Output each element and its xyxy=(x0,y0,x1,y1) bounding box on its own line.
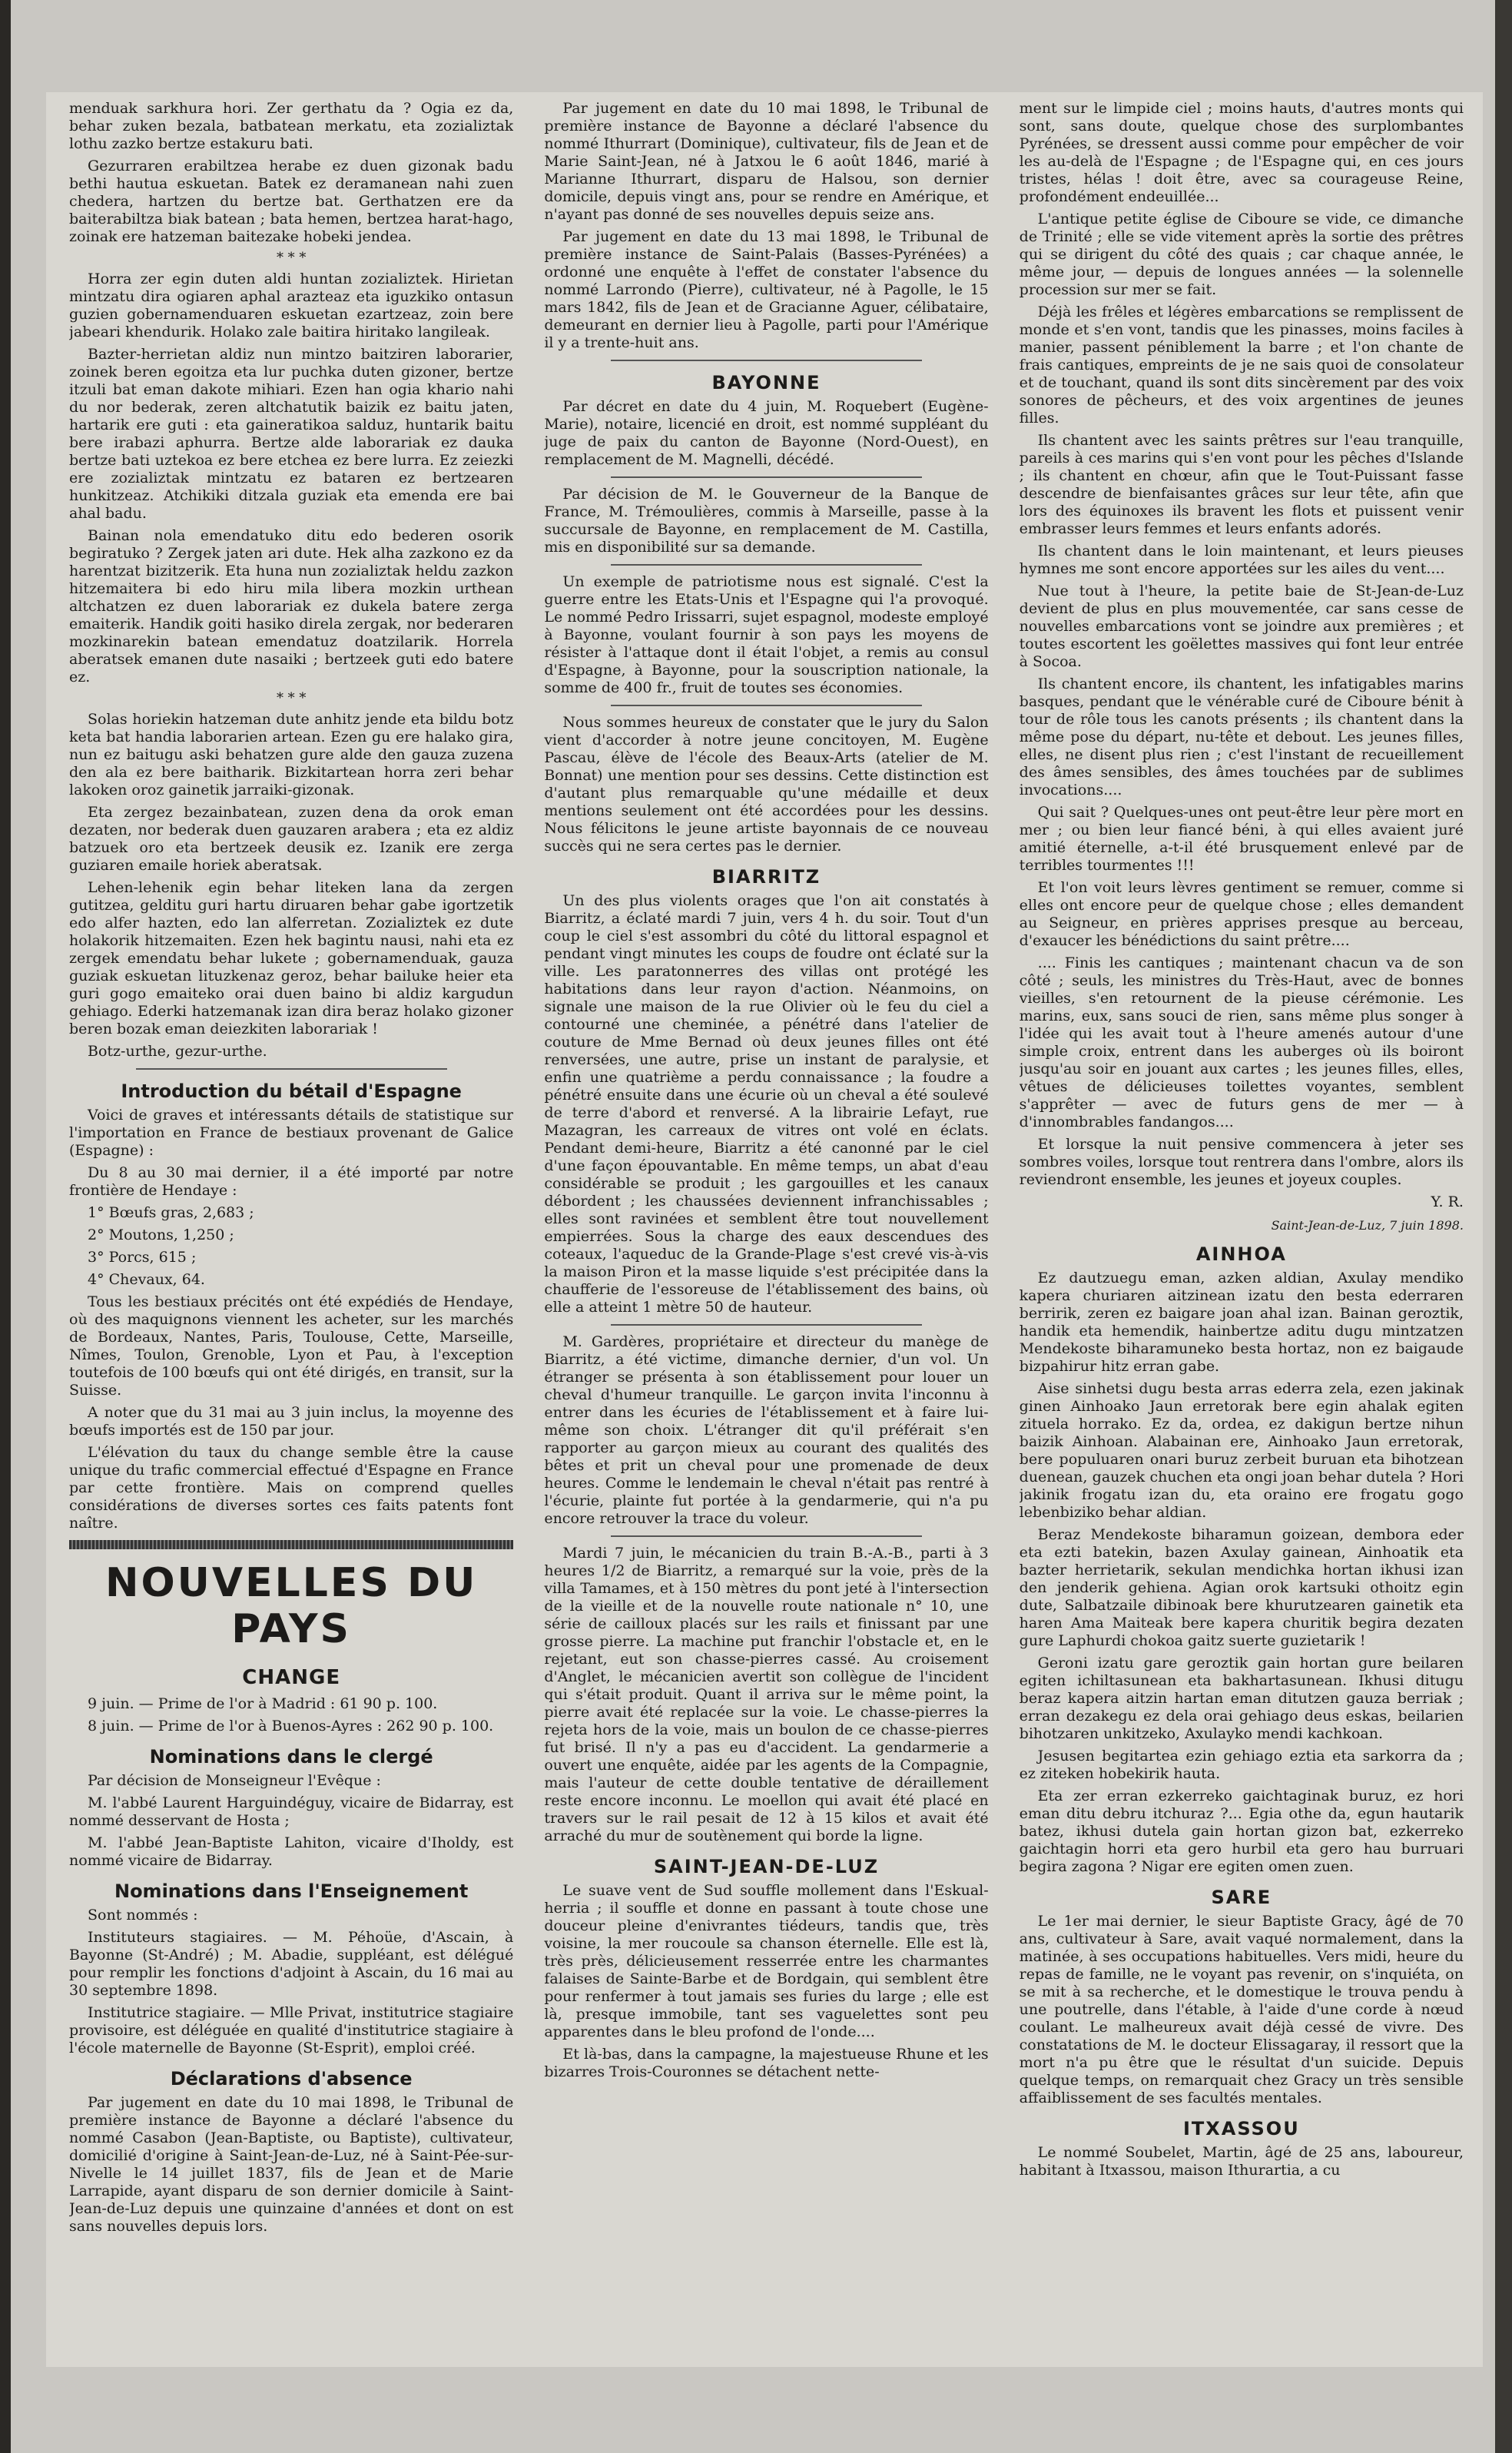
signature: Botz-urthe, gezur-urthe. xyxy=(88,1043,267,1060)
list-item: 1° Bœufs gras, 2,683 ; xyxy=(88,1204,254,1221)
paragraph: Jesusen begitartea ezin gehiago eztia eta sarkorra da ; ez ziteken hobekirik hauta. xyxy=(1019,1748,1464,1782)
paragraph: Ils chantent encore, ils chantent, les infatigables marins basques, pendant que le vénérable curé de Ciboure bénit à tour de rôle tous les canots présents ; ils chantent dans la même pose du départ, nu-tête et debout. Les jeunes filles, elles, ne disent plus rien ; c'est l'instant de recueillement des âmes sensibles, des âmes touchées par de sublimes invocations.... xyxy=(1019,675,1464,798)
list-item: 2° Moutons, 1,250 ; xyxy=(88,1226,234,1243)
headline-sare: SARE xyxy=(1211,1887,1272,1908)
paragraph: L'antique petite église de Ciboure se vide, ce dimanche de Trinité ; elle se vide vitement après la sortie des prêtres qui se dirigent du côté des quais ; car chaque année, le même jour, — depuis de longues années — la solennelle procession sur mer se fait. xyxy=(1019,211,1464,298)
headline-biarritz: BIARRITZ xyxy=(711,866,821,888)
separator xyxy=(611,360,922,361)
separator xyxy=(611,476,922,478)
paragraph: Instituteurs stagiaires. — M. Péhoüe, d'Ascain, à Bayonne (St-André) ; M. Abadie, suppléant, est délégué pour remplir les fonctions d'adjoint à Ascain, du 16 mai au 30 septembre 1898. xyxy=(69,1929,514,1999)
paragraph: Tous les bestiaux précités ont été expédiés de Hendaye, où des maquignons viennent les acheter, sur les marchés de Bordeaux, Nantes, Paris, Toulouse, Cette, Marseille, Nîmes, Toulon, Grenoble, Lyon et Pau, à l'exception toutefois de 100 bœufs qui ont été dirigés, en transit, sur la Suisse. xyxy=(69,1293,514,1399)
headline-nominations-enseignement: Nominations dans l'Enseignement xyxy=(114,1880,469,1902)
paragraph: Et lorsque la nuit pensive commencera à jeter ses sombres voiles, lorsque tout rentrera dans l'ombre, alors ils reviendront ensemble, les jeunes et joyeux couples. xyxy=(1019,1136,1464,1188)
paragraph: Le suave vent de Sud souffle mollement dans l'Eskual-herria ; il souffle et donne en passant à toute chose une douceur pleine d'enivrantes tiédeurs, tandis que, très voisine, la mer roucoule sa chanson éternelle. Elle est là, très près, délicieusement resserrée entre les charmantes falaises de Sainte-Barbe et de Bordgain, qui semblent être pour renfermer à tout jamais ses furies du large ; elle est là, presque immobile, tant ses vaguelettes sont peu apparentes dans le bleu profond de l'onde.... xyxy=(544,1882,989,2040)
paragraph: Nue tout à l'heure, la petite baie de St-Jean-de-Luz devient de plus en plus mouvementée, car sans cesse de nouvelles embarcations vont se joindre aux premières ; et toutes escortent les goëlettes massives qui font leur entrée à Socoa. xyxy=(1019,583,1464,670)
paragraph: Beraz Mendekoste biharamun goizean, dembora eder eta ezti batekin, bazen Axulay gainean, Ainhoatik eta bazter herrietarik, sekulan mendichka hortan ikhusi izan den jenderik gehiena. Agian orok kartsuki othoitz egin dute, Salbatzaile dibinoak bere khurutzearen gainetik eta haren Ama Maiteak bere kapera churitik begira dezaten gure Laphurdi chokoa gaitz suerte guzietarik ! xyxy=(1019,1526,1464,1649)
paragraph: A noter que du 31 mai au 3 juin inclus, la moyenne des bœufs importés est de 150 par jour. xyxy=(69,1404,514,1439)
separator xyxy=(611,564,922,566)
paragraph: Et là-bas, dans la campagne, la majestueuse Rhune et les bizarres Trois-Couronnes se détachent nette- xyxy=(544,2046,989,2080)
paragraph: Par jugement en date du 13 mai 1898, le Tribunal de première instance de Saint-Palais (Basses-Pyrénées) a ordonné une enquête à l'effet de constater l'absence du nommé Larrondo (Pierre), cultivateur, né à Pagolle, le 15 mars 1842, fils de Jean et de Gracianne Aguer, célibataire, demeurant en dernier lieu à Pagolle, parti pour l'Amérique il y a trente-huit ans. xyxy=(544,228,989,351)
paragraph: Horra zer egin duten aldi huntan zozializtek. Hirietan mintzatu dira ogiaren aphal arazteaz eta iguzkiko ontasun guzien gobernamenduaren eskuetan ezartzeaz, zoin bere jabeari khendurik. Holako zale baitira hiritako langileak. xyxy=(69,271,514,340)
scan-right-edge xyxy=(1495,0,1512,2453)
paragraph: Du 8 au 30 mai dernier, il a été importé par notre frontière de Hendaye : xyxy=(69,1164,514,1199)
section-stars: * * * xyxy=(276,690,307,706)
paragraph: Déjà les frêles et légères embarcations se remplissent de monde et s'en vont, tandis que les pinasses, moins faciles à manier, passent péniblement la barre ; et l'on chante de frais cantiques, empreints de je ne sais quoi de consolateur et de touchant, quand ils sont dits sincèrement par des voix sonores de pêcheurs, et des voix argentines de jeunes filles. xyxy=(1019,304,1464,427)
section-stars: * * * xyxy=(276,250,307,266)
paragraph: Eta zer erran ezkerreko gaichtaginak buruz, ez hori eman ditu debru itchuraz ?... Egia othe da, egun hautarik batez, ikhusi dutela gain hortan gizon bat, ezkerreko gaichtagin horri eta gero hurbil eta gero hau burruari begira zagona ? Nigar ere egiten omen zuen. xyxy=(1019,1787,1464,1875)
paragraph: Par décret en date du 4 juin, M. Roquebert (Eugène-Marie), notaire, licencié en droit, est nommé suppléant du juge de paix du canton de Bayonne (Nord-Ouest), en remplacement de M. Magnelli, décédé. xyxy=(544,398,989,468)
separator xyxy=(136,1068,447,1070)
separator xyxy=(611,1535,922,1537)
paragraph: Par décision de Monseigneur l'Evêque : xyxy=(88,1772,381,1789)
paragraph: 8 juin. — Prime de l'or à Buenos-Ayres : 262 90 p. 100. xyxy=(88,1718,494,1734)
column-2 xyxy=(544,100,988,2359)
paragraph: Bazter-herrietan aldiz nun mintzo baitziren laborarier, zoinek beren egoitza eta lur puchka duten gizoner, bertze itzuli bat eman dakote mihiari. Ezen han ogia khario nahi du nor bederak, zeren altchatutik baizik ez baitu jaten, hartarik ere guti : eta gaineratikoa salduz, huntarik baitu bere irabazi aphurra. Bertze alde laborariak ez dauka bertze bati uztekoa ez bere etchea ez bere lurra. Ez zeiezki ere zozializtak mintzatu ez bataren ez bertzearen hunkitzeaz. Atchikiki ditzala guziak eta emenda ere bai ahal badu. xyxy=(69,346,514,522)
paragraph: Ils chantent avec les saints prêtres sur l'eau tranquille, pareils à ces marins qui s'en vont pour les pêches d'Islande ; ils chantent en chœur, afin que le Tout-Puissant fasse descendre de bienfaisantes grâces sur leur tête, afin que lors des équinoxes ils bravent les flots et puissent venir embrasser leurs femmes et leurs enfants adorés. xyxy=(1019,432,1464,537)
headline-change: CHANGE xyxy=(242,1666,341,1689)
paragraph: Et l'on voit leurs lèvres gentiment se remuer, comme si elles ont encore peur de quelque chose ; elles demandent au Seigneur, en prières apprises presque au berceau, d'exaucer les bénédictions du saint prêtre.... xyxy=(1019,879,1464,949)
paragraph: Gezurraren erabiltzea herabe ez duen gizonak badu bethi hautua eskuetan. Batek ez deramanean nahi zuen chedera, hartzen du bertze bat. Gerthatzen ere da baiterabiltza biak batean ; bata hemen, bertzea harat-hago, zoinak ere hatzeman baitezake hobeki jendea. xyxy=(69,158,514,245)
separator xyxy=(611,705,922,706)
paragraph: Un des plus violents orages que l'on ait constatés à Biarritz, a éclaté mardi 7 juin, vers 4 h. du soir. Tout d'un coup le ciel s'est assombri du côté du littoral espagnol et pendant vingt minutes les coups de foudre ont éclaté sur la ville. Les paratonnerres des villas ont protégé les habitations dans leur rayon d'action. Néanmoins, on signale une maison de la rue Olivier où le feu du ciel a contourné une cheminée, a pénétré dans l'atelier de couture de Mme Bernad où deux jeunes filles ont été renversées, une autre, prise un instant de paralysie, et enfin une quatrième a perdu connaissance ; la foudre a pénétré ensuite dans une écurie où un cheval a été soulevé de terre d'abord et renversé. A la librairie Lefayt, rue Mazagran, les carreaux de vitres ont volé en éclats. Pendant demi-heure, Biarritz a été canonné par le ciel d'une façon épouvantable. En même temps, un abat d'eau considérable se produit ; les gargouilles et les canaux débordent ; les chaussées deviennent infranchissables ; elles sont ravinées et semblent être tout nouvellement empierrées. Sous la charge des eaux descendues des coteaux, l'aqueduc de la Grande-Plage s'est crevé vis-à-vis la maison Piron et la masse liquide s'est précipitée dans la chaufferie de l'essoreuse de l'établissement des bains, où elle a atteint 1 mètre 50 de hauteur. xyxy=(544,892,989,1316)
paragraph: M. l'abbé Jean-Baptiste Lahiton, vicaire d'Iholdy, est nommé vicaire de Bidarray. xyxy=(69,1834,514,1869)
headline-declarations-absence: Déclarations d'absence xyxy=(170,2068,413,2090)
paragraph: Par décision de M. le Gouverneur de la Banque de France, M. Trémoulières, commis à Marseille, passe à la succursale de Bayonne, en remplacement de M. Castilla, mis en disponibilité sur sa demande. xyxy=(544,486,989,556)
paragraph: Par jugement en date du 10 mai 1898, le Tribunal de première instance de Bayonne a déclaré l'absence du nommé Ithurrart (Dominique), cultivateur, fils de Jean et de Marie Saint-Jean, né à Jatxou le 6 août 1846, marié à Marianne Ithurrart, disparu de Halsou, son dernier domicile, depuis vingt ans, pour se rendre en Amérique, et n'ayant pas donné de ses nouvelles depuis seize ans. xyxy=(544,100,989,223)
paragraph: Lehen-lehenik egin behar liteken lana da zergen gutitzea, gelditu guri hartu diruaren behar gabe igortzetik edo alfer hazten, edo lan alferretan. Zozializtek ez dute holakorik hitzemaiten. Ezen hek bagintu nausi, nahi eta ez zergek emendatu behar lukete ; gobernamenduak, gauza guziak eskuetan lituzkenaz geroz, behar bailuke heier eta guri gogo emaiteko orai duen baino bi aldiz kargudun gehiago. Ederki hatzemanak izan dira beraz holako gizoner beren bozak eman deiezkiten laborariak ! xyxy=(69,879,514,1037)
headline-bayonne: BAYONNE xyxy=(711,372,821,393)
paragraph: .... Finis les cantiques ; maintenant chacun va de son côté ; seuls, les ministres du Très-Haut, avec de bonnes vieilles, s'en retournent de la pieuse cérémonie. Les marins, eux, sans souci de rien, sans même plus songer à l'idée qui les avait tout à l'heure amenés autour d'une simple croix, entrent dans les auberges où ils boiront jusqu'au soir en jouant aux cartes ; les jeunes filles, elles, vêtues de délicieuses toilettes voyantes, semblent s'apprêter — avec de futurs gens de mer — à d'innombrables fandangos.... xyxy=(1019,954,1464,1130)
headline-nominations-clerge: Nominations dans le clergé xyxy=(149,1746,433,1768)
paragraph: Aise sinhetsi dugu besta arras ederra zela, ezen jakinak ginen Ainhoako Jaun erretorak bere egin ahalak egiten zituela horrako. Ez da, ordea, ez dakigun bertze nihun baizik Ainhoan. Alabainan ere, Ainhoako Jaun erretorak, bere populuaren onari buruz zerbeit buruan eta bihotzean duenean, gauzek chuchen eta ongi joan behar dutela ? Hori jakinik frogatu izan du, eta oraino ere frogatu gogo lebenbiziko behar aldian. xyxy=(1019,1380,1464,1521)
paragraph: Bainan nola emendatuko ditu edo bederen osorik begiratuko ? Zergek jaten ari dute. Hek alha zazkono ez da harentzat bizitzerik. Eta huna nun zozializtak heldu zazkon hitzemaitera bi edo hiru mila libera mozkin urthean altchatzen ez duen laborariak ez dukela batere zerga emaiterik. Handik goiti hasiko direla zergak, nor bederaren mozkinarekin batean emendatuz doatzilarik. Horrela aberatsek emanen dute nasaiki ; bertzeek guti edo batere ez. xyxy=(69,527,514,685)
newspaper-page xyxy=(46,92,1483,2367)
paragraph: Le 1er mai dernier, le sieur Baptiste Gracy, âgé de 70 ans, cultivateur à Sare, avait vaqué normalement, dans la matinée, à ses occupations habituelles. Vers midi, heure du repas de famille, ne le voyant pas revenir, on s'inquiéta, on se mit à sa recherche, et le domestique le trouva pendu à une poutrelle, dans l'étable, à l'aide d'une corde à nœud coulant. Le malheureux avait déjà cessé de vivre. Des constatations de M. le docteur Elissagaray, il ressort que la mort n'a pu être que le résultat d'un suicide. Depuis quelque temps, on remarquait chez Gracy un très sensible affaiblissement de ses facultés mentales. xyxy=(1019,1913,1464,2106)
scan-left-edge xyxy=(0,0,11,2453)
paragraph: Institutrice stagiaire. — Mlle Privat, institutrice stagiaire provisoire, est déléguée en qualité d'institutrice stagiaire à l'école maternelle de Bayonne (St-Esprit), emploi créé. xyxy=(69,2004,514,2056)
paragraph: Qui sait ? Quelques-unes ont peut-être leur père mort en mer ; ou bien leur fiancé béni, à qui elles avaient juré amitié éternelle, a-t-il été brusquement enlevé par de terribles tourmentes !!! xyxy=(1019,804,1464,874)
dateline: Saint-Jean-de-Luz, 7 juin 1898. xyxy=(1271,1218,1464,1233)
paragraph: Geroni izatu gare geroztik gain hortan gure beilaren egiten ichiltasunean eta bakhartasunean. Ikhusi ditugu beraz kapera aitzin hartan eman ditutzen gauza berriak ; erran dezakegu ez dela orai gehiago deus eskas, beilarien bihotzaren unkitzeko, Axulayko mendi kachkoan. xyxy=(1019,1655,1464,1742)
headline-itxassou: ITXASSOU xyxy=(1182,2118,1300,2139)
author-signature: Y. R. xyxy=(1431,1193,1464,1210)
paragraph: ment sur le limpide ciel ; moins hauts, d'autres monts qui sont, sans doute, quelque chose des surplombantes Pyrénées, se dressent aussi comme pour empêcher de voir les au-delà de l'Espagne ; de l'Espagne qui, en ces jours tristes, hélas ! doit être, avec sa courageuse Reine, profondément endeuillée... xyxy=(1019,100,1464,205)
list-item: 3° Porcs, 615 ; xyxy=(88,1249,197,1266)
ornamental-rule xyxy=(69,1540,513,1549)
list-item: 4° Chevaux, 64. xyxy=(88,1271,205,1288)
paragraph: Mardi 7 juin, le mécanicien du train B.-A.-B., parti à 3 heures 1/2 de Biarritz, a remarqué sur la voie, près de la villa Tamames, et à 150 mètres du pont jeté à l'intersection de la vieille et de la nouvelle route nationale n° 10, une série de cailloux placés sur les rails et finissant par une grosse pierre. La machine put franchir l'obstacle et, en le rejetant, eut son chasse-pierres cassé. Au croisement d'Anglet, le mécanicien avertit son collègue de l'incident qui s'était produit. Quant il arriva sur le même point, la pierre avait été replacée sur la voie. Le chasse-pierres la rejeta hors de la voie, mais un boulon de ce chasse-pierres fut brisé. Il n'y a pas eu d'accident. La gendarmerie a ouvert une enquête, aidée par les agents de la Compagnie, mais l'auteur de cette double tentative de déraillement reste encore inconnu. Le moellon qui avait été placé en travers sur le rail pesait de 12 à 15 kilos et avait été arraché du mur de soutènement qui borde la ligne. xyxy=(544,1545,989,1844)
paragraph: Le nommé Soubelet, Martin, âgé de 25 ans, laboureur, habitant à Itxassou, maison Ithurartia, a cu xyxy=(1019,2144,1464,2179)
paragraph: Ils chantent dans le loin maintenant, et leurs pieuses hymnes me sont encore apportées sur les ailes du vent.... xyxy=(1019,543,1464,577)
paragraph: Ez dautzuegu eman, azken aldian, Axulay mendiko kapera churiaren aitzinean izatu den besta ederraren berririk, zeren ez baigare joan ahal izan. Bainan geroztik, handik eta hemendik, hainbertze aditu dugu mintzatzen Mendekoste biharamuneko besta hortaz, non ez baigaude bizpahirur hitz erran gabe. xyxy=(1019,1270,1464,1375)
paragraph: M. l'abbé Laurent Harguindéguy, vicaire de Bidarray, est nommé desservant de Hosta ; xyxy=(69,1794,514,1829)
paragraph: 9 juin. — Prime de l'or à Madrid : 61 90 p. 100. xyxy=(88,1695,438,1712)
headline-ainhoa: AINHOA xyxy=(1195,1243,1287,1265)
paragraph: Sont nommés : xyxy=(88,1907,198,1924)
paragraph: L'élévation du taux du change semble être la cause unique du trafic commercial effectué d'Espagne en France par cette frontière. Mais on comprend quelles considérations de diverses sortes ces faits patents font naître. xyxy=(69,1444,514,1532)
separator xyxy=(611,1324,922,1326)
column-1 xyxy=(69,100,513,2359)
paragraph: Par jugement en date du 10 mai 1898, le Tribunal de première instance de Bayonne a déclaré l'absence du nommé Casabon (Jean-Baptiste, ou Baptiste), cultivateur, domicilié d'origine à Saint-Jean-de-Luz, né à Saint-Pée-sur-Nivelle le 14 juillet 1837, fils de Jean et de Marie Larrapide, ayant disparu de son dernier domicile à Saint-Jean-de-Luz depuis une quinzaine d'années et dont on est sans nouvelles depuis lors. xyxy=(69,2094,514,2235)
paragraph: Un exemple de patriotisme nous est signalé. C'est la guerre entre les Etats-Unis et l'Espagne qui l'a provoqué. Le nommé Pedro Irissarri, sujet espagnol, modeste employé à Bayonne, voulant fournir à son pays les moyens de résister à l'attaque dont il était l'objet, a remis au consul d'Espagne, à Bayonne, pour la souscription nationale, la somme de 400 fr., fruit de toutes ses économies. xyxy=(544,573,989,696)
headline-nouvelles-du-pays: NOUVELLES DU PAYS xyxy=(104,1560,478,1652)
headline-saint-jean-de-luz: SAINT-JEAN-DE-LUZ xyxy=(653,1856,880,1877)
headline-introduction-betail: Introduction du bétail d'Espagne xyxy=(121,1080,462,1102)
paragraph: Eta zergez bezainbatean, zuzen dena da orok eman dezaten, nor bederak duen gauzaren arabera ; eta ez aldiz batzuek oro eta bertzeek deusik ez. Izanik ere zerga guziaren emaile horiek aberatsak. xyxy=(69,804,514,874)
paragraph: M. Gardères, propriétaire et directeur du manège de Biarritz, a été victime, dimanche dernier, d'un vol. Un étranger se présenta à son établissement pour louer un cheval d'humeur tranquille. Le garçon invita l'inconnu à entrer dans les écuries de l'établissement et à faire lui-même son choix. L'étranger dit qu'il préférait s'en rapporter au garçon mieux au courant des qualités des bêtes et prit un cheval pour une promenade de deux heures. Comme le lendemain le cheval n'était pas rentré à l'écurie, plainte fut portée à la gendarmerie, qui n'a pu encore retrouver la trace du voleur. xyxy=(544,1333,989,1527)
paragraph: Solas horiekin hatzeman dute anhitz jende eta bildu botz keta bat handia laborarien artean. Ezen gu ere halako gira, nun ez baitugu aski behatzen gure alde den gauza zuzena den ala ez bere baitharik. Bizkitartean horra zeri behar lakoken oroz gainetik jarraiki-gizonak. xyxy=(69,711,514,798)
column-3 xyxy=(1020,100,1464,2359)
columns xyxy=(69,100,1464,2359)
paragraph: Voici de graves et intéressants détails de statistique sur l'importation en France de bestiaux provenant de Galice (Espagne) : xyxy=(69,1107,514,1159)
paragraph: menduak sarkhura hori. Zer gerthatu da ? Ogia ez da, behar zuken bezala, batbatean merkatu, eta zozializtak lothu zazko bertze estakuru bati. xyxy=(69,100,514,152)
paragraph: Nous sommes heureux de constater que le jury du Salon vient d'accorder à notre jeune concitoyen, M. Eugène Pascau, élève de l'école des Beaux-Arts (atelier de M. Bonnat) une mention pour ses dessins. Cette distinction est d'autant plus remarquable qu'une médaille et deux mentions seulement ont été accordées pour les dessins. Nous félicitons le jeune artiste bayonnais de ce nouveau succès qui ne sera certes pas le dernier. xyxy=(544,714,989,855)
